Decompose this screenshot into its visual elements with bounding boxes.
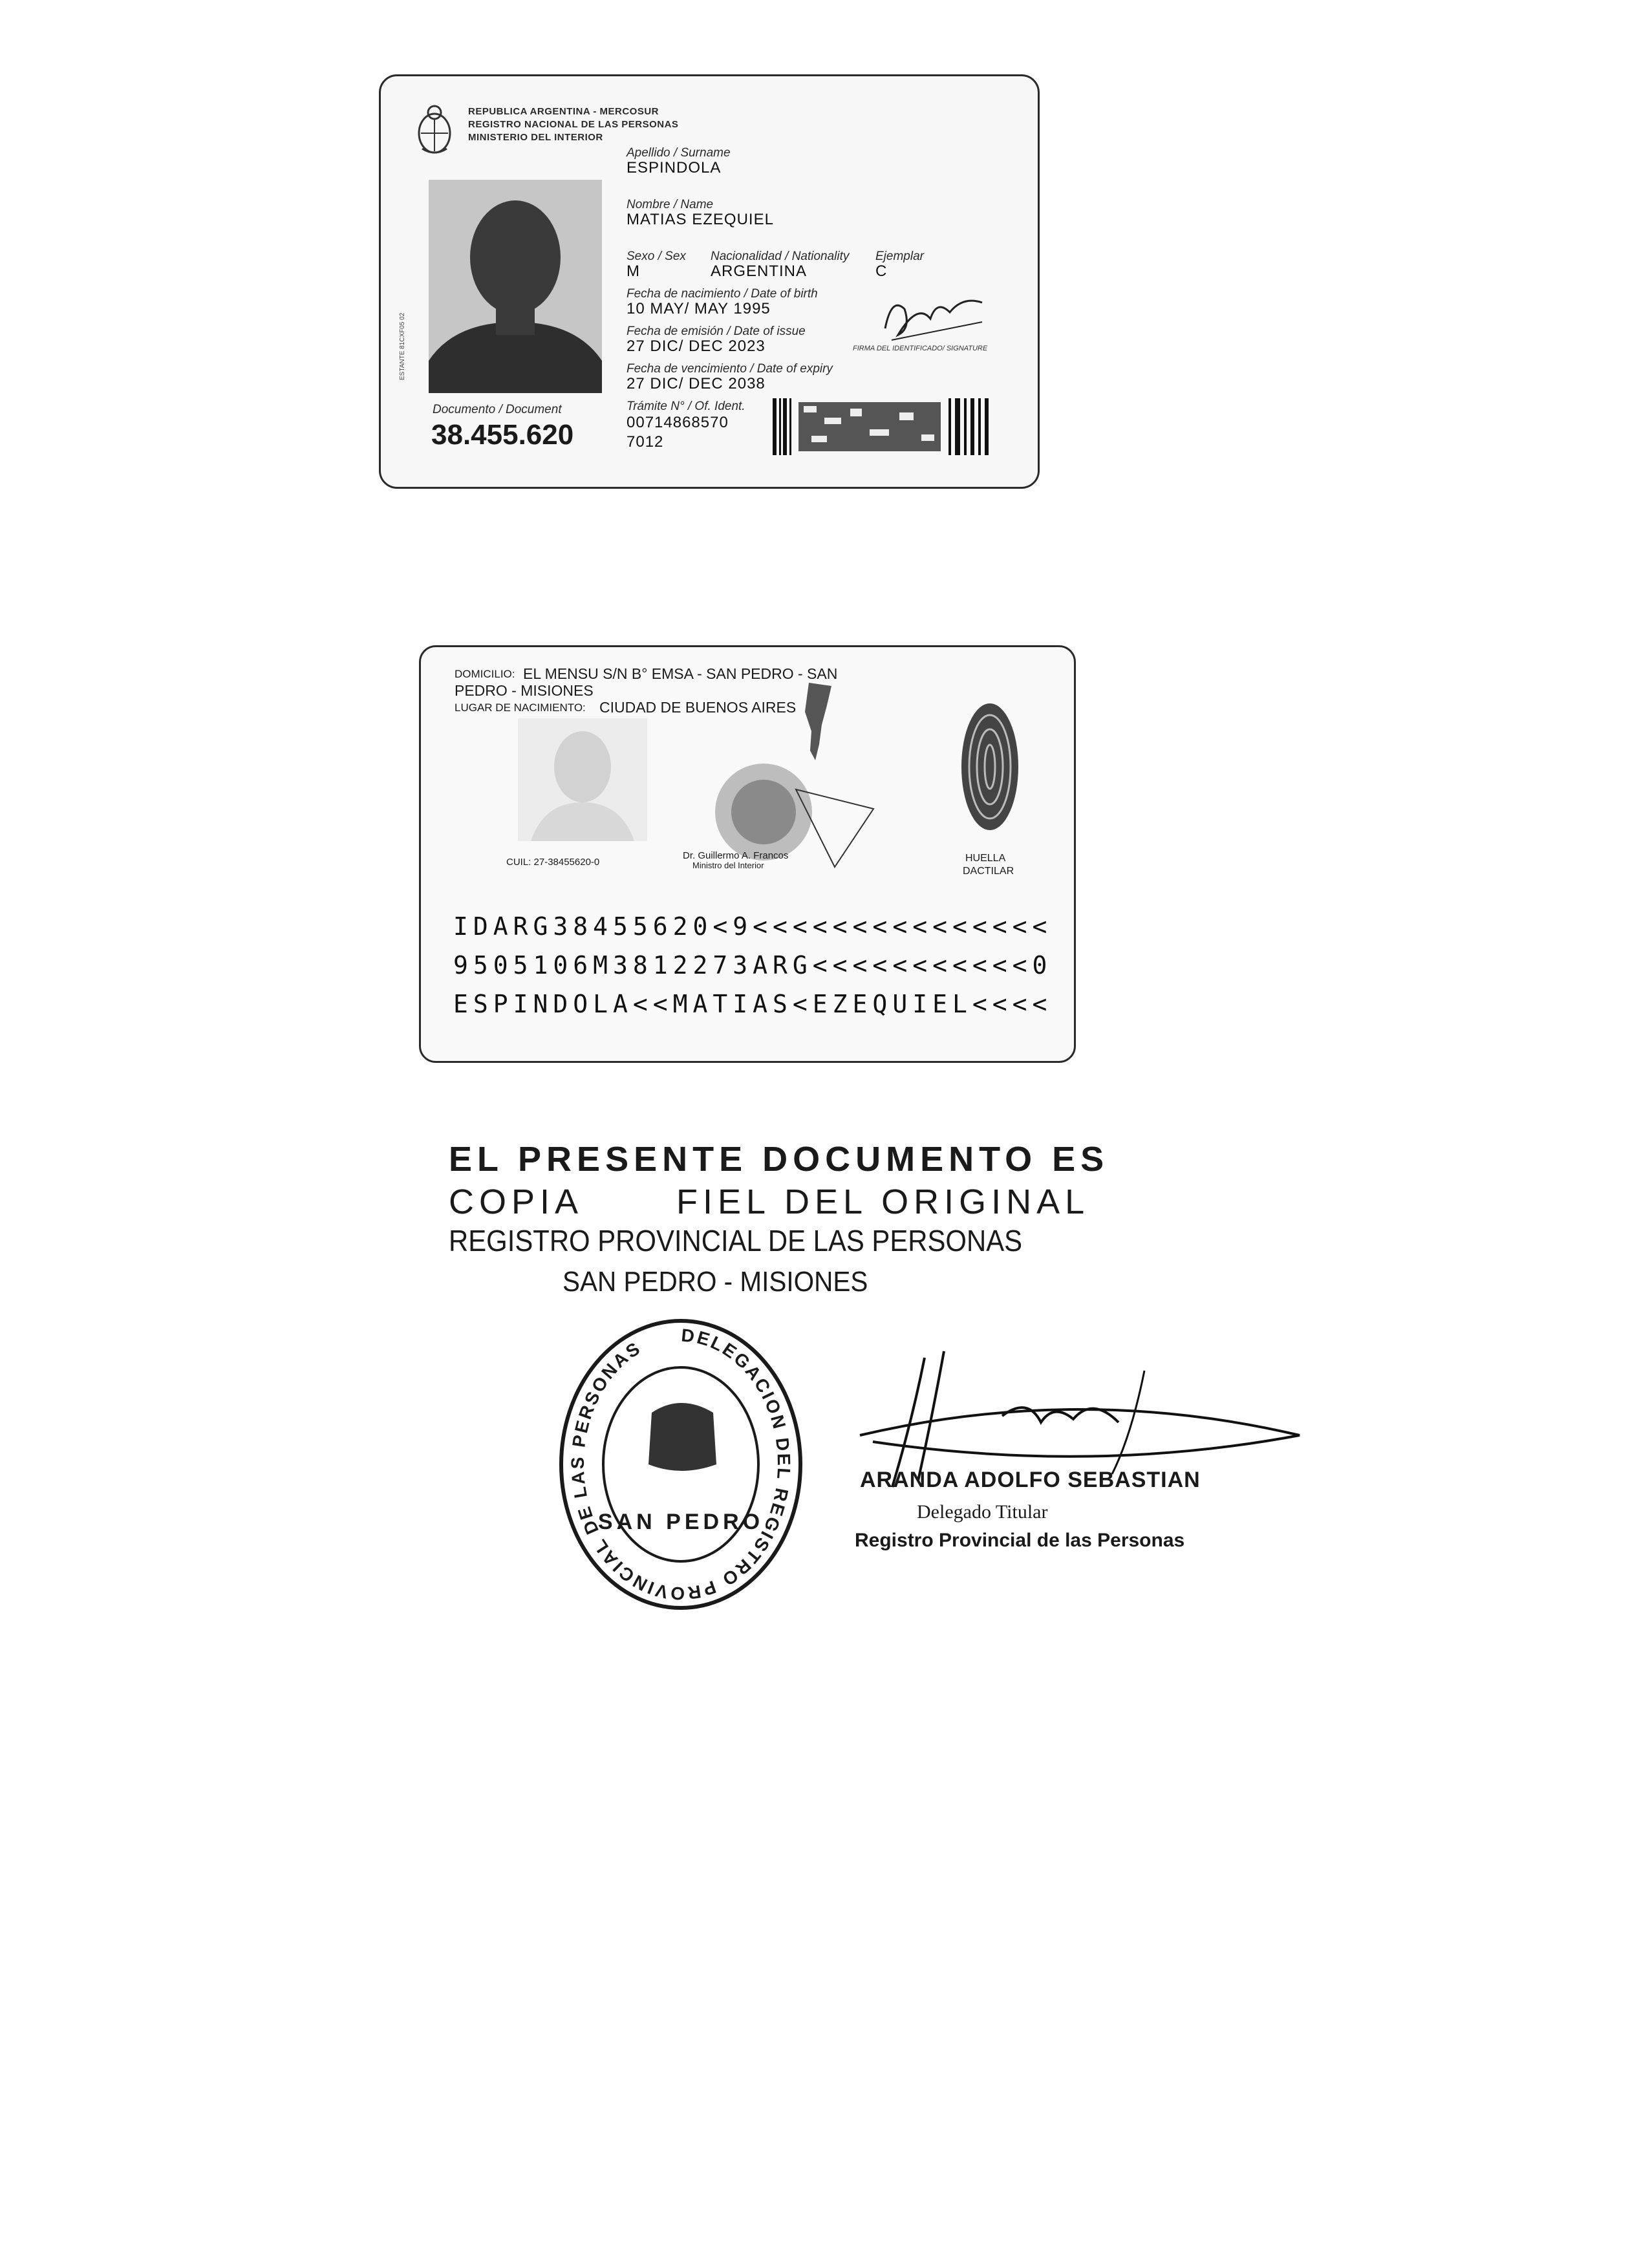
minister-name: Dr. Guillermo A. Francos [683, 850, 789, 861]
header-line-1: REPUBLICA ARGENTINA - MERCOSUR [468, 106, 659, 117]
holder-signature [872, 283, 989, 348]
mrz-line-3: ESPINDOLA<<MATIAS<EZEQUIEL<<<< [453, 990, 1053, 1018]
signatory-name: ARANDA ADOLFO SEBASTIAN [860, 1468, 1201, 1492]
cert-line-2-right: FIEL DEL ORIGINAL [676, 1182, 1090, 1221]
signatory-title: Delegado Titular [917, 1501, 1048, 1523]
birthplace-label: LUGAR DE NACIMIENTO: [455, 701, 586, 714]
side-text: ESTANTE 81CXF05 02 [399, 312, 406, 380]
minister-title: Ministro del Interior [692, 861, 764, 870]
dob-label: Fecha de nacimiento / Date of birth [627, 287, 818, 301]
name-label: Nombre / Name [627, 198, 714, 211]
header-line-3: MINISTERIO DEL INTERIOR [468, 132, 603, 143]
mrz-line-1: IDARG38455620<9<<<<<<<<<<<<<<< [453, 912, 1053, 941]
tramite-label: Trámite N° / Of. Ident. [627, 400, 745, 413]
sex-value: M [627, 262, 640, 280]
issue-label: Fecha de emisión / Date of issue [627, 325, 806, 338]
tramite-value: 00714868570 [627, 414, 729, 431]
expiry-value: 27 DIC/ DEC 2038 [627, 375, 766, 392]
id-card-front [379, 74, 1040, 489]
seal-ring-text: DELEGACION DEL REGISTRO PROVINCIAL DE LAS PERSONAS [567, 1325, 795, 1604]
expiry-label: Fecha de vencimiento / Date of expiry [627, 362, 833, 376]
fingerprint-icon [958, 699, 1022, 835]
official-seal [555, 1316, 807, 1613]
document-number: 38.455.620 [431, 419, 574, 451]
id-card-back [419, 645, 1076, 1063]
surname-value: ESPINDOLA [627, 159, 722, 177]
coat-of-arms-icon [413, 103, 456, 156]
document-label: Documento / Document [433, 403, 562, 416]
name-value: MATIAS EZEQUIEL [627, 211, 774, 228]
holder-photo [429, 180, 602, 393]
nationality-value: ARGENTINA [711, 262, 808, 280]
pdf417-barcode [773, 398, 991, 455]
surname-label: Apellido / Surname [627, 146, 731, 160]
ghost-photo [518, 718, 647, 841]
tramite-extra: 7012 [627, 433, 664, 451]
domicilio-line-2: PEDRO - MISIONES [455, 682, 594, 699]
cuil: CUIL: 27-38455620-0 [506, 857, 600, 868]
cert-line-2-left: COPIA [449, 1182, 584, 1221]
header-line-2: REGISTRO NACIONAL DE LAS PERSONAS [468, 119, 679, 130]
domicilio-label: DOMICILIO: [455, 668, 515, 680]
birthplace-value: CIUDAD DE BUENOS AIRES [599, 699, 797, 716]
fingerprint-label-2: DACTILAR [963, 866, 1014, 877]
nationality-label: Nacionalidad / Nationality [711, 250, 850, 263]
sex-label: Sexo / Sex [627, 250, 686, 263]
issue-value: 27 DIC/ DEC 2023 [627, 337, 766, 355]
dob-value: 10 MAY/ MAY 1995 [627, 300, 771, 317]
fingerprint-label-1: HUELLA [965, 853, 1006, 864]
copy-label: Ejemplar [875, 250, 924, 263]
cert-line-1: EL PRESENTE DOCUMENTO ES [449, 1140, 1109, 1179]
cert-line-3: REGISTRO PROVINCIAL DE LAS PERSONAS [449, 1224, 1023, 1257]
cert-line-4: SAN PEDRO - MISIONES [562, 1266, 868, 1298]
seal-center-text: SAN PEDRO [597, 1510, 764, 1534]
domicilio-line-1: EL MENSU S/N B° EMSA - SAN PEDRO - SAN [523, 665, 838, 682]
signature-label: FIRMA DEL IDENTIFICADO/ SIGNATURE [853, 345, 988, 352]
mrz-line-2: 9505106M3812273ARG<<<<<<<<<<<0 [453, 951, 1053, 979]
signatory-office: Registro Provincial de las Personas [855, 1530, 1185, 1551]
copy-value: C [875, 262, 888, 280]
